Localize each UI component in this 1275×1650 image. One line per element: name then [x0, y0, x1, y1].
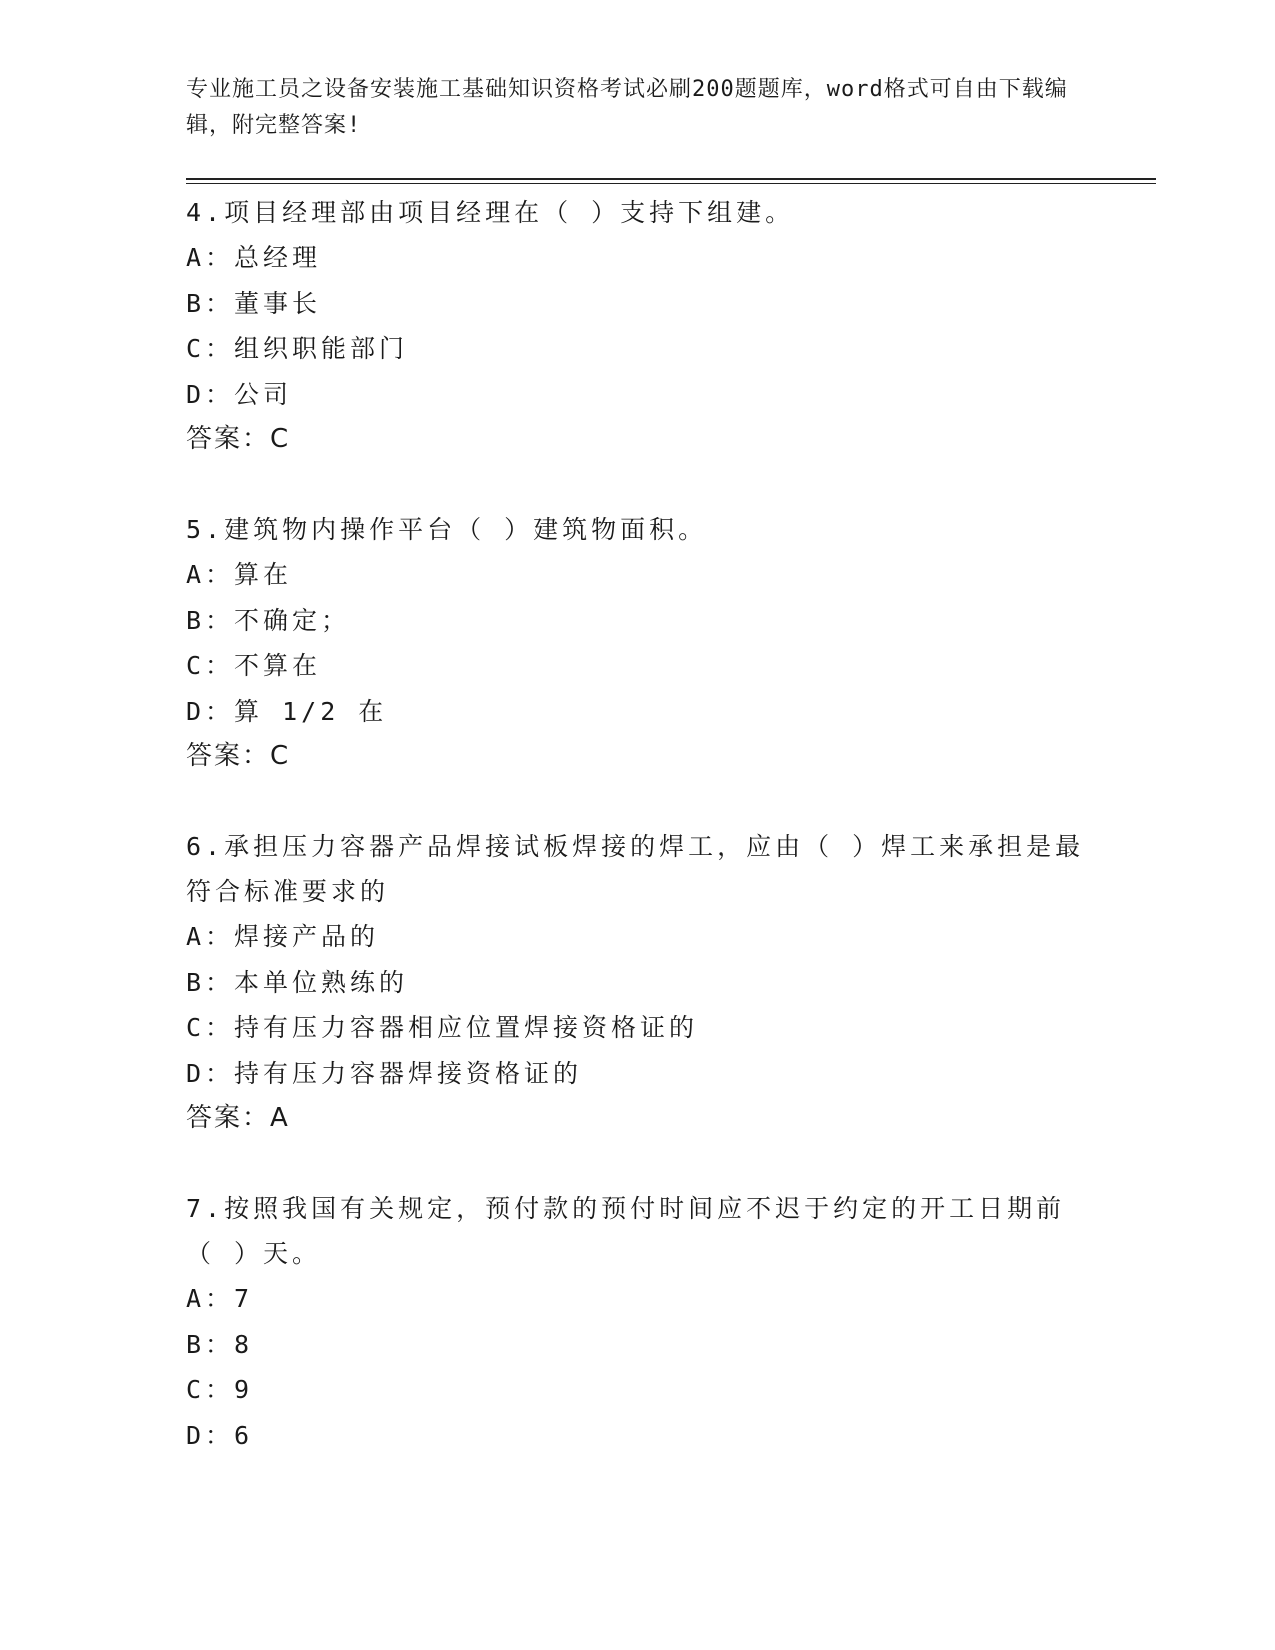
option-d: D：公司: [186, 379, 293, 409]
option-c: C：组织职能部门: [186, 334, 409, 363]
question-stem: 5.建筑物内操作平台（ ）建筑物面积。: [186, 515, 708, 544]
question-7: [186, 1186, 1086, 1458]
question-5: [186, 507, 1086, 779]
document-header-title: 专业施工员之设备安装施工基础知识资格考试必刷200题题库，word格式可自由下载编辑，附完整答案!: [186, 77, 1068, 138]
header-divider-thick: [186, 178, 1156, 180]
option-a: A：7: [186, 1284, 254, 1313]
option-b: B：本单位熟练的: [186, 967, 409, 997]
answer-line: 答案：C: [186, 741, 291, 771]
question-stem: 7.按照我国有关规定，预付款的预付时间应不迟于约定的开工日期前（ ）天。: [186, 1194, 1066, 1268]
question-list: [186, 190, 1086, 1458]
option-b: B：8: [186, 1329, 254, 1359]
question-stem: 4.项目经理部由项目经理在（ ）支持下组建。: [186, 198, 795, 227]
answer-line: 答案：C: [186, 424, 291, 454]
option-d: D：持有压力容器焊接资格证的: [186, 1058, 583, 1088]
option-c: C：持有压力容器相应位置焊接资格证的: [186, 1013, 699, 1042]
option-b: B：董事长: [186, 288, 322, 318]
option-a: A：算在: [186, 560, 293, 589]
header-divider-thin: [186, 183, 1156, 184]
option-a: A：焊接产品的: [186, 922, 380, 951]
question-6: [186, 824, 1086, 1141]
answer-line: 答案：A: [186, 1103, 290, 1133]
question-stem: 6.承担压力容器产品焊接试板焊接的焊工，应由（ ）焊工来承担是最符合标准要求的: [186, 832, 1085, 906]
option-d: D：6: [186, 1420, 254, 1450]
option-b: B：不确定；: [186, 605, 351, 635]
question-4: [186, 190, 1086, 462]
option-d: D：算 1/2 在: [186, 696, 388, 726]
option-a: A：总经理: [186, 243, 322, 272]
option-c: C：9: [186, 1375, 254, 1404]
option-c: C：不算在: [186, 651, 322, 680]
